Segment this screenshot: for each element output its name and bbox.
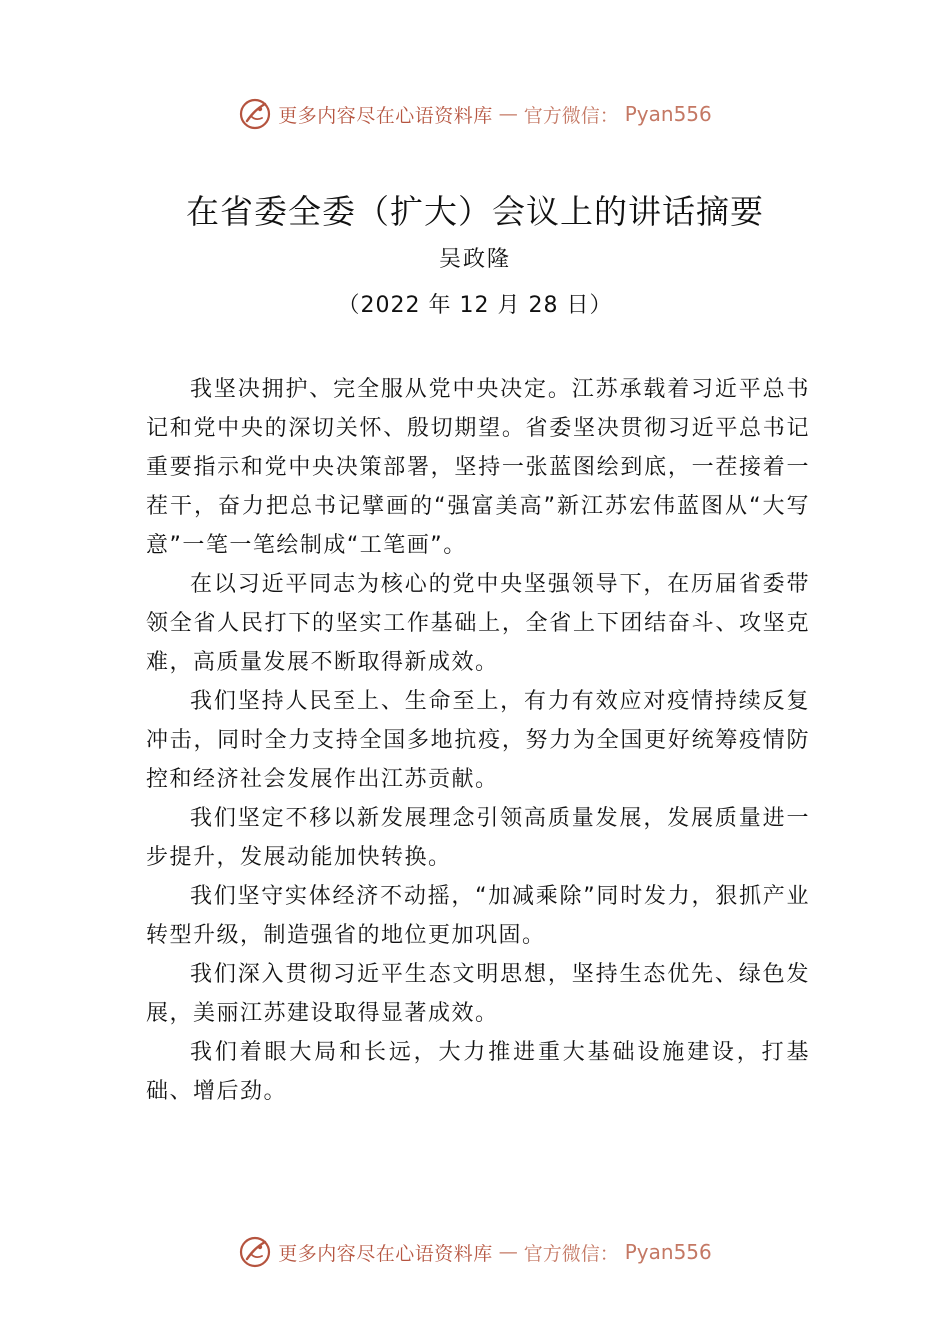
paragraph: 我们坚持人民至上、生命至上，有力有效应对疫情持续反复冲击，同时全力支持全国多地抗疫，努力为全国更好统筹疫情防控和经济社会发展作出江苏贡献。 <box>146 689 810 792</box>
banner-main-text: 更多内容尽在心语资料库 <box>278 104 493 127</box>
banner-wechat-label: 官方微信： <box>523 1242 619 1265</box>
paragraph: 我们深入贯彻习近平生态文明思想，坚持生态优先、绿色发展，美丽江苏建设取得显著成效。 <box>146 962 810 1026</box>
scroll-quill-logo-icon <box>238 1235 272 1269</box>
banner-wechat-id: Pyan556 <box>624 102 712 126</box>
document-date: （2022 年 12 月 28 日） <box>337 293 613 318</box>
scroll-quill-logo-icon <box>238 97 272 131</box>
paragraph: 在以习近平同志为核心的党中央坚强领导下，在历届省委带领全省人民打下的坚实工作基础上，全省上下团结奋斗、攻坚克难，高质量发展不断取得新成效。 <box>146 572 810 675</box>
document-title: 在省委全委（扩大）会议上的讲话摘要 <box>186 192 764 231</box>
banner-dash: — <box>498 103 518 125</box>
banner-main-text: 更多内容尽在心语资料库 <box>278 1242 493 1265</box>
header-watermark-banner <box>0 94 950 134</box>
paragraph: 我坚决拥护、完全服从党中央决定。江苏承载着习近平总书记和党中央的深切关怀、殷切期望。省委坚决贯彻习近平总书记重要指示和党中央决策部署，坚持一张蓝图绘到底，一茬接着一茬干，奋力把总书记擘画的“强富美高”新江苏宏伟蓝图从“大写意”一笔一笔绘制成“工笔画”。 <box>146 377 810 558</box>
banner-wechat-label: 官方微信： <box>523 104 619 127</box>
banner-wechat-id: Pyan556 <box>624 1240 712 1264</box>
paragraph: 我们着眼大局和长远，大力推进重大基础设施建设，打基础、增后劲。 <box>146 1040 810 1104</box>
footer-watermark-banner <box>0 1232 950 1272</box>
paragraph: 我们坚守实体经济不动摇，“加减乘除”同时发力，狠抓产业转型升级，制造强省的地位更加巩固。 <box>146 884 810 948</box>
banner-dash: — <box>498 1241 518 1263</box>
paragraph: 我们坚定不移以新发展理念引领高质量发展，发展质量进一步提升，发展动能加快转换。 <box>146 806 810 870</box>
document-author: 吴政隆 <box>438 247 511 272</box>
document-body <box>146 370 810 1111</box>
